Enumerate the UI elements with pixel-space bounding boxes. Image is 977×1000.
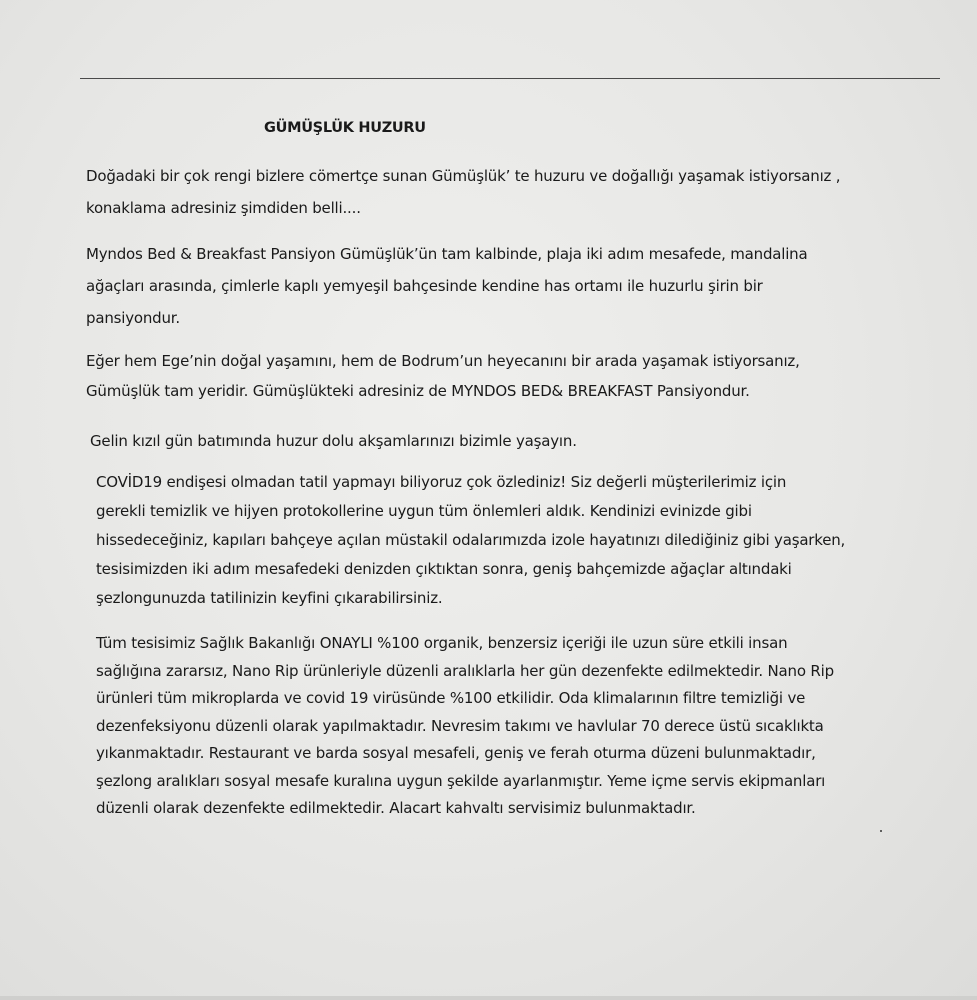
text-line: konaklama adresiniz şimdiden belli....	[86, 199, 361, 217]
text-line: COVİD19 endişesi olmadan tatil yapmayı biliyoruz çok özlediniz! Siz değerli müşterilerimiz için	[96, 473, 787, 491]
document-title: GÜMÜŞLÜK HUZURU	[264, 120, 426, 136]
text-line: yıkanmaktadır. Restaurant ve barda sosyal mesafeli, geniş ve ferah oturma düzeni bulunmaktadır,	[96, 744, 816, 762]
text-line: hissedeceğiniz, kapıları bahçeye açılan müstakil odalarımızda izole hayatınızı dilediğiniz gibi yaşarken,	[96, 531, 846, 549]
text-line: gerekli temizlik ve hijyen protokollerine uygun tüm önlemleri aldık. Kendinizi evinizde gibi	[96, 502, 752, 520]
text-line: sağlığına zararsız, Nano Rip ürünleriyle düzenli aralıklarla her gün dezenfekte edilmektedir. Nano Rip	[96, 661, 834, 680]
paragraph-covid	[96, 468, 845, 613]
header-rule	[80, 78, 940, 79]
text-line: Gelin kızıl gün batımında huzur dolu akşamlarınızı bizimle yaşayın.	[90, 432, 577, 450]
text-line: pansiyondur.	[86, 309, 180, 327]
text-line: düzenli olarak dezenfekte edilmektedir. Alacart kahvaltı servisimiz bulunmaktadır.	[96, 799, 696, 817]
text-line: şezlong aralıkları sosyal mesafe kuralına uygun şekilde ayarlanmıştır. Yeme içme servis ekipmanları	[96, 771, 826, 790]
paragraph-hygiene	[96, 630, 834, 823]
text-line: ağaçları arasında, çimlerle kaplı yemyeşil bahçesinde kendine has ortamı ile huzurlu şirin bir	[86, 277, 763, 295]
text-line: tesisimizden iki adım mesafedeki denizden çıktıktan sonra, geniş bahçemizde ağaçlar altındaki	[96, 560, 792, 578]
text-line: Myndos Bed & Breakfast Pansiyon Gümüşlük’ün tam kalbinde, plaja iki adım mesafede, mandalina	[86, 245, 808, 263]
paragraph-intro	[86, 160, 840, 224]
paragraph-sunset	[90, 426, 577, 456]
paragraph-myndos	[86, 238, 808, 334]
text-line: Doğadaki bir çok rengi bizlere cömertçe sunan Gümüşlük’ te huzuru ve doğallığı yaşamak istiyorsanız ,	[86, 167, 841, 185]
screen-bottom-edge	[0, 996, 977, 1000]
text-line: Gümüşlük tam yeridir. Gümüşlükteki adresiniz de MYNDOS BED& BREAKFAST Pansiyondur.	[86, 382, 750, 400]
speck	[880, 830, 882, 832]
text-line: şezlongunuzda tatilinizin keyfini çıkarabilirsiniz.	[96, 589, 443, 607]
text-line: Eğer hem Ege’nin doğal yaşamını, hem de Bodrum’un heyecanını bir arada yaşamak istiyorsanız,	[86, 352, 800, 370]
paragraph-ege	[86, 346, 800, 406]
text-line: Tüm tesisimiz Sağlık Bakanlığı ONAYLI %100 organik, benzersiz içeriği ile uzun süre etkili insan	[96, 634, 788, 652]
text-line: dezenfeksiyonu düzenli olarak yapılmaktadır. Nevresim takımı ve havlular 70 derece üstü sıcaklıkta	[96, 716, 824, 735]
text-line: ürünleri tüm mikroplarda ve covid 19 virüsünde %100 etkilidir. Oda klimalarının filtre temizliği ve	[96, 689, 806, 707]
